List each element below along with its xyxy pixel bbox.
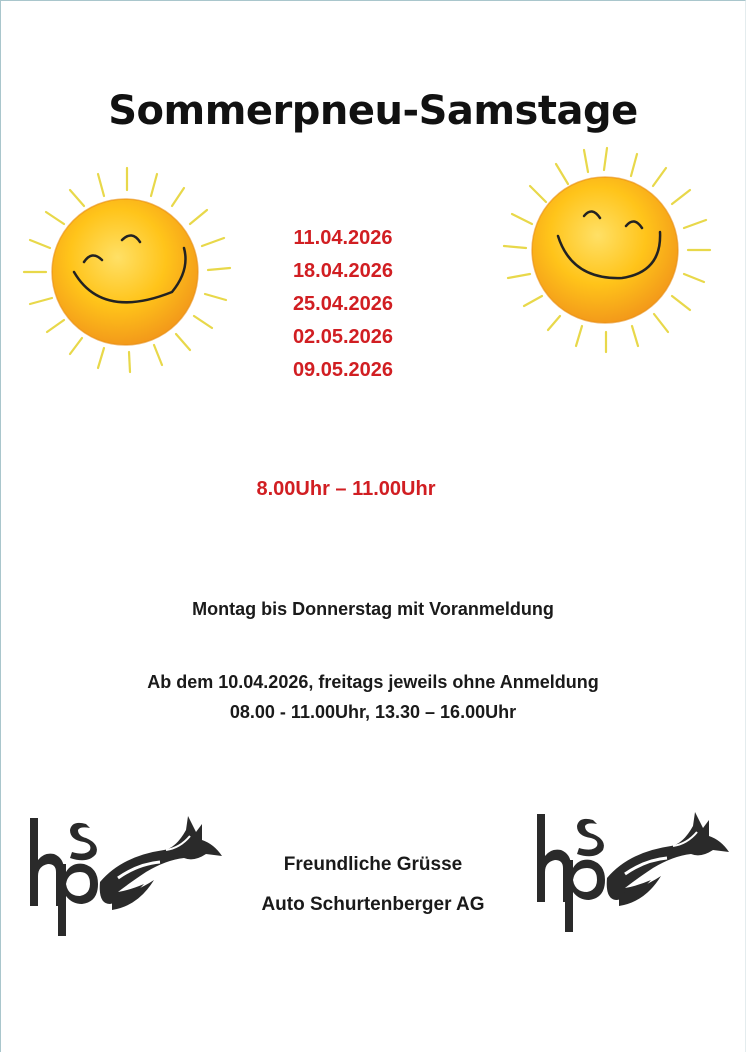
date-item: 25.04.2026: [292, 293, 394, 315]
opening-hours: 8.00Uhr – 11.00Uhr: [256, 478, 436, 500]
date-item: 18.04.2026: [292, 260, 394, 282]
company-name: Auto Schurtenberger AG: [261, 894, 485, 915]
page-title: Sommerpneu-Samstage: [108, 88, 638, 134]
date-item: 11.04.2026: [293, 227, 393, 249]
date-item: 02.05.2026: [292, 326, 394, 348]
dates-list: [0, 222, 686, 387]
friday-info-line1: Ab dem 10.04.2026, freitags jeweils ohne Anmeldung: [147, 672, 599, 692]
friday-info: [0, 667, 746, 727]
weekday-info: Montag bis Donnerstag mit Voranmeldung: [192, 599, 554, 619]
date-item: 09.05.2026: [292, 359, 394, 381]
friday-info-line2: 08.00 - 11.00Uhr, 13.30 – 16.00Uhr: [229, 702, 517, 722]
greeting: Freundliche Grüsse: [283, 854, 463, 875]
hsp-fox-logo-right: [533, 806, 733, 936]
